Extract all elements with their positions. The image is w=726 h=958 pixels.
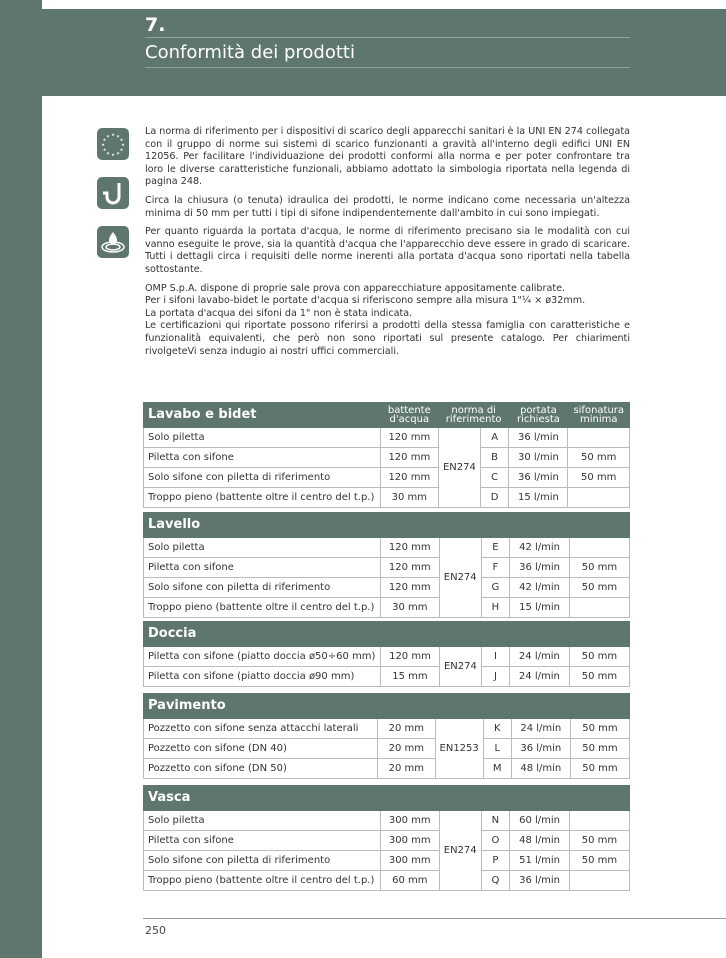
cell-battente: 20 mm [378,719,435,739]
table-row [144,488,630,508]
page-number: 250 [145,924,166,937]
svg-text:★: ★ [111,152,115,157]
cell-code: O [481,831,510,851]
table-row [144,558,630,578]
cell-battente: 300 mm [380,851,439,871]
cell-description: Pozzetto con sifone (DN 50) [144,759,378,779]
cell-battente: 300 mm [380,811,439,831]
cell-battente: 20 mm [378,759,435,779]
cell-portata: 60 l/min [510,811,570,831]
cell-sifonatura: 50 mm [568,448,630,468]
svg-text:★: ★ [106,150,110,156]
paragraph: OMP S.p.A. dispone di proprie sale prova con apparecchiature appositamente calibrate. Per i sifoni lavabo-bidet le portate d'acqua si riferiscono sempre alla misura 1"¼ × ø32mm. La portata d'acqua dei sifoni da 1" non è stata indicata. Le certificazioni qui riportate possono riferirsi a prodotti della stessa famiglia con caratteristiche e funzionalità equivalenti, che però non sono riportati sul presente catalogo. Per chiarimenti rivolgeteVi senza indugio ai nostri uffici commerciali. [145,282,630,357]
table-pavimento [143,693,630,779]
cell-code: G [481,578,510,598]
cell-portata: 48 l/min [510,831,570,851]
cell-description: Troppo pieno (battente oltre il centro del t.p.) [144,598,381,618]
cell-battente: 30 mm [380,488,438,508]
section-title: Vasca [144,786,381,811]
cell-sifonatura: 50 mm [570,759,629,779]
cell-portata: 24 l/min [509,667,569,687]
table-row [144,811,630,831]
svg-text:★: ★ [106,133,110,139]
cell-portata: 42 l/min [510,538,570,558]
table-row [144,538,630,558]
cell-portata: 24 l/min [509,647,569,667]
cell-sifonatura: 50 mm [569,831,629,851]
water-drop-icon [97,226,129,258]
cell-battente: 20 mm [378,739,435,759]
col-header: sifonatura minima [568,403,630,428]
cell-code: H [481,598,510,618]
cell-description: Solo piletta [144,538,381,558]
cell-sifonatura: 50 mm [569,578,629,598]
cell-code: I [481,647,509,667]
col-header: norma di riferimento [438,403,508,428]
table-vasca [143,785,630,891]
cell-code: B [480,448,509,468]
cell-sifonatura [568,428,630,448]
svg-text:★: ★ [102,137,107,142]
cell-code: L [483,739,511,759]
cell-norm: EN274 [439,647,481,687]
paragraph: La norma di riferimento per i dispositivi di scarico degli apparecchi sanitari è la UNI EN 274 collegata con il gruppo di norme sui sistemi di scarico funzionanti a gravità all'interno degli edifici UNI EN 12056. Per facilitare l'individuazione dei prodotti conformi alla norma e per poter confrontare tra loro le diverse caratteristiche funzionali, abbiamo adottato la simbologia riportata nella legenda di pagina 248. [145,126,630,188]
cell-sifonatura [569,871,629,891]
cell-portata: 36 l/min [509,468,568,488]
section-header [144,786,630,811]
cell-portata: 36 l/min [509,428,568,448]
section-header [144,403,630,428]
cell-sifonatura [568,488,630,508]
svg-text:★: ★ [119,137,124,142]
table-row [144,719,630,739]
intro-text [145,126,630,364]
divider [145,37,630,38]
cell-code: Q [481,871,510,891]
table-row [144,667,630,687]
cell-battente: 15 mm [380,667,439,687]
cell-code: K [483,719,511,739]
chapter-number: 7. [145,14,166,36]
table-row [144,831,630,851]
side-strip [0,0,42,958]
cell-battente: 120 mm [380,558,439,578]
siphon-icon [97,177,129,209]
cell-portata: 36 l/min [510,558,570,578]
table-row [144,851,630,871]
table-row [144,647,630,667]
svg-text:★: ★ [116,133,120,139]
cell-description: Solo sifone con piletta di riferimento [144,851,381,871]
table-row [144,598,630,618]
footer-divider [143,918,726,919]
svg-text:★: ★ [116,150,120,156]
table-row [144,871,630,891]
col-header: battente d'acqua [380,403,438,428]
cell-description: Solo piletta [144,428,381,448]
divider [145,67,630,68]
cell-sifonatura: 50 mm [569,667,629,687]
cell-battente: 120 mm [380,448,438,468]
cell-battente: 300 mm [380,831,439,851]
cell-description: Piletta con sifone (piatto doccia ø50÷60 mm) [144,647,381,667]
svg-text:★: ★ [111,132,115,137]
cell-portata: 30 l/min [509,448,568,468]
cell-code: C [480,468,509,488]
cell-portata: 48 l/min [511,759,570,779]
cell-sifonatura: 50 mm [570,739,629,759]
cell-sifonatura [569,598,629,618]
cell-portata: 15 l/min [509,488,568,508]
cell-sifonatura: 50 mm [569,851,629,871]
cell-norm: EN274 [439,811,481,891]
section-title: Lavello [144,513,381,538]
cell-norm: EN274 [439,538,481,618]
paragraph: Circa la chiusura (o tenuta) idraulica dei prodotti, le norme indicano come necessaria un'altezza minima di 50 mm per tutti i tipi di sifone indipendentemente dall'ambito in cui sono impiegati. [145,194,630,219]
cell-sifonatura: 50 mm [569,558,629,578]
section-header [144,513,630,538]
svg-text:★: ★ [101,142,105,147]
cell-description: Troppo pieno (battente oltre il centro del t.p.) [144,871,381,891]
cell-portata: 15 l/min [510,598,570,618]
cell-code: F [481,558,510,578]
table-lavabo-e-bidet [143,402,630,508]
cell-battente: 120 mm [380,468,438,488]
cell-description: Pozzetto con sifone senza attacchi laterali [144,719,378,739]
cell-description: Solo sifone con piletta di riferimento [144,578,381,598]
table-row [144,739,630,759]
cell-code: P [481,851,510,871]
cell-portata: 24 l/min [511,719,570,739]
cell-portata: 51 l/min [510,851,570,871]
cell-code: A [480,428,509,448]
cell-sifonatura [569,811,629,831]
section-header [144,694,630,719]
cell-code: D [480,488,509,508]
paragraph: Per quanto riguarda la portata d'acqua, le norme di riferimento precisano sia le modalità con cui vanno eseguite le prove, sia la quantità d'acqua che l'apparecchio deve essere in grado di scaricare. Tutti i dettagli circa i requisiti delle norme inerenti alla portata d'acqua sono riportati nella tabella sottostante. [145,226,630,275]
cell-sifonatura: 50 mm [568,468,630,488]
cell-description: Pozzetto con sifone (DN 40) [144,739,378,759]
eu-stars-icon [97,128,129,160]
cell-battente: 120 mm [380,647,439,667]
cell-battente: 30 mm [380,598,439,618]
cell-portata: 36 l/min [510,871,570,891]
cell-code: J [481,667,509,687]
cell-portata: 42 l/min [510,578,570,598]
col-header: portata richiesta [509,403,568,428]
cell-description: Piletta con sifone [144,831,381,851]
cell-sifonatura: 50 mm [569,647,629,667]
section-header [144,622,630,647]
svg-text:★: ★ [119,147,124,152]
cell-sifonatura [569,538,629,558]
section-title: Lavabo e bidet [144,403,381,428]
cell-code: N [481,811,510,831]
cell-code: M [483,759,511,779]
svg-text:★: ★ [102,147,107,152]
section-title: Pavimento [144,694,378,719]
section-title: Doccia [144,622,381,647]
cell-description: Piletta con sifone (piatto doccia ø90 mm) [144,667,381,687]
cell-norm: EN274 [438,428,480,508]
cell-description: Solo sifone con piletta di riferimento [144,468,381,488]
cell-norm: EN1253 [435,719,483,779]
table-row [144,759,630,779]
cell-battente: 120 mm [380,578,439,598]
table-lavello [143,512,630,618]
cell-portata: 36 l/min [511,739,570,759]
table-doccia [143,621,630,687]
table-row [144,448,630,468]
cell-description: Piletta con sifone [144,448,381,468]
cell-description: Piletta con sifone [144,558,381,578]
cell-battente: 120 mm [380,428,438,448]
table-row [144,578,630,598]
cell-description: Troppo pieno (battente oltre il centro del t.p.) [144,488,381,508]
svg-text:★: ★ [121,142,125,147]
cell-sifonatura: 50 mm [570,719,629,739]
page-title: Conformità dei prodotti [145,42,355,63]
cell-description: Solo piletta [144,811,381,831]
cell-battente: 60 mm [380,871,439,891]
cell-battente: 120 mm [380,538,439,558]
table-row [144,428,630,448]
cell-code: E [481,538,510,558]
table-row [144,468,630,488]
